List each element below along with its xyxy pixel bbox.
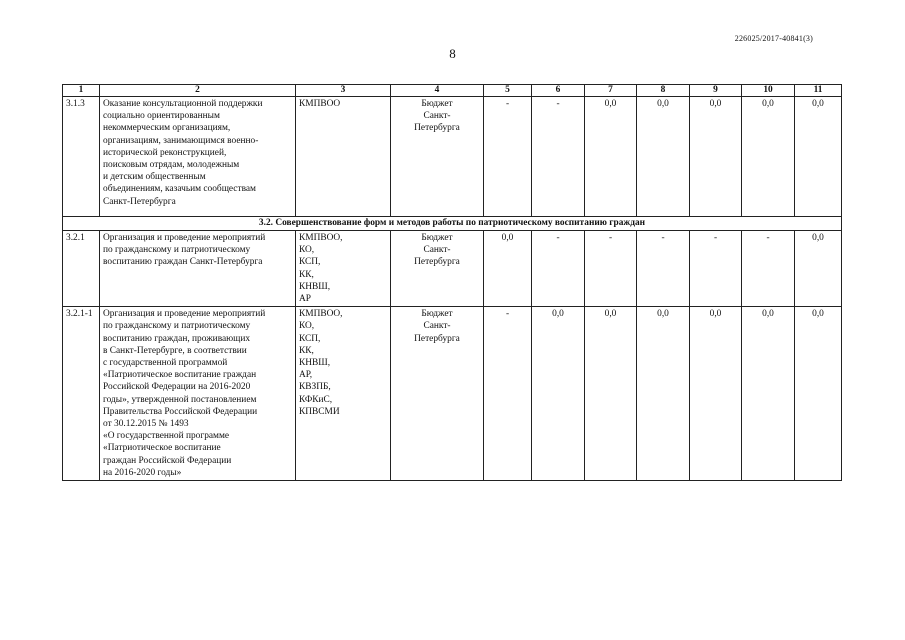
column-header: 3 <box>296 85 391 97</box>
source-line: Петербурга <box>414 123 460 134</box>
row-description <box>100 307 296 481</box>
description-line: «Патриотическое воспитание граждан <box>103 370 257 381</box>
section-row <box>63 217 842 231</box>
description-line: Организация и проведение мероприятий <box>103 309 266 320</box>
row-number: 3.2.1-1 <box>63 307 100 481</box>
executor-line: КО, <box>299 321 315 332</box>
value-cell: 0,0 <box>585 97 637 217</box>
value-cell: 0,0 <box>690 97 742 217</box>
source-line: Санкт- <box>423 321 451 332</box>
value-cell: 0,0 <box>795 307 842 481</box>
description-line: годы», утвержденной постановлением <box>103 394 257 405</box>
program-table <box>62 84 842 481</box>
column-header: 4 <box>391 85 484 97</box>
value-cell: 0,0 <box>637 97 690 217</box>
description-line: Российской Федерации на 2016-2020 <box>103 382 251 393</box>
value-cell: - <box>532 231 585 307</box>
description-line: от 30.12.2015 № 1493 <box>103 419 189 430</box>
description-line: «Патриотическое воспитание <box>103 443 221 454</box>
page-number: 8 <box>449 46 456 61</box>
description-line: «О государственной программе <box>103 431 230 442</box>
executor-line: КПВСМИ <box>299 406 340 417</box>
description-line: воспитанию граждан, проживающих <box>103 333 251 344</box>
executor-line: КМПВОО <box>299 99 341 109</box>
executor-line: КНВШ, <box>299 358 331 369</box>
description-line: организациям, занимающимся военно- <box>103 135 259 146</box>
row-funding-source <box>391 307 484 481</box>
description-line: воспитанию граждан Санкт-Петербурга <box>103 257 263 268</box>
table-row <box>63 97 842 217</box>
row-number: 3.2.1 <box>63 231 100 307</box>
description-line: на 2016-2020 годы» <box>103 467 182 478</box>
source-line: Санкт- <box>423 245 451 256</box>
column-header: 7 <box>585 85 637 97</box>
executor-line: КСП, <box>299 333 321 344</box>
value-cell: 0,0 <box>484 231 532 307</box>
value-cell: 0,0 <box>637 307 690 481</box>
executor-line: КСП, <box>299 257 321 268</box>
source-line: Петербурга <box>414 333 460 344</box>
value-cell: - <box>637 231 690 307</box>
description-line: с государственной программой <box>103 358 228 369</box>
value-cell: 0,0 <box>795 231 842 307</box>
table-row <box>63 231 842 307</box>
description-line: и детским общественным <box>103 172 206 183</box>
source-line: Санкт- <box>423 111 451 122</box>
column-header: 6 <box>532 85 585 97</box>
description-line: некоммерческим организациям, <box>103 123 231 134</box>
description-line: по гражданскому и патриотическому <box>103 321 251 332</box>
description-line: исторической реконструкцией, <box>103 147 227 158</box>
executor-line: КК, <box>299 269 314 280</box>
executor-line: КК, <box>299 345 314 356</box>
source-line: Бюджет <box>421 233 453 243</box>
executor-line: АР, <box>299 370 313 381</box>
source-line: Бюджет <box>421 309 453 320</box>
row-description <box>100 231 296 307</box>
row-executors <box>296 97 391 217</box>
row-funding-source <box>391 97 484 217</box>
column-header: 11 <box>795 85 842 97</box>
description-line: Организация и проведение мероприятий <box>103 233 266 243</box>
value-cell: 0,0 <box>532 307 585 481</box>
column-header: 1 <box>63 85 100 97</box>
value-cell: - <box>484 97 532 217</box>
executor-line: КМПВОО, <box>299 309 343 320</box>
executor-line: АР <box>299 294 311 305</box>
column-header: 9 <box>690 85 742 97</box>
description-line: социально ориентированным <box>103 111 220 122</box>
value-cell: 0,0 <box>690 307 742 481</box>
row-number: 3.1.3 <box>63 97 100 217</box>
description-line: поисковым отрядам, молодежным <box>103 160 240 171</box>
description-line: Оказание консультационной поддержки <box>103 99 263 109</box>
value-cell: - <box>484 307 532 481</box>
source-line: Петербурга <box>414 257 460 268</box>
description-line: граждан Российской Федерации <box>103 455 232 466</box>
value-cell: - <box>690 231 742 307</box>
value-cell: - <box>742 231 795 307</box>
column-header: 2 <box>100 85 296 97</box>
executor-line: КО, <box>299 245 315 256</box>
description-line: объединениям, казачьим сообществам <box>103 184 256 195</box>
executor-line: КМПВОО, <box>299 233 343 243</box>
row-funding-source <box>391 231 484 307</box>
value-cell: 0,0 <box>585 307 637 481</box>
value-cell: - <box>532 97 585 217</box>
source-line: Бюджет <box>421 99 453 109</box>
executor-line: КНВШ, <box>299 281 331 292</box>
document-id: 226025/2017-40841(3) <box>734 34 813 43</box>
description-line: Санкт-Петербурга <box>103 196 176 207</box>
description-line: по гражданскому и патриотическому <box>103 245 251 256</box>
executor-line: КВЗПБ, <box>299 382 331 393</box>
row-executors <box>296 307 391 481</box>
value-cell: 0,0 <box>742 97 795 217</box>
description-line: в Санкт-Петербурге, в соответствии <box>103 345 247 356</box>
column-header: 8 <box>637 85 690 97</box>
column-header: 10 <box>742 85 795 97</box>
column-header: 5 <box>484 85 532 97</box>
value-cell: - <box>585 231 637 307</box>
value-cell: 0,0 <box>795 97 842 217</box>
row-description <box>100 97 296 217</box>
row-executors <box>296 231 391 307</box>
table-row <box>63 307 842 481</box>
executor-line: КФКиС, <box>299 394 333 405</box>
table-header-row <box>63 85 842 97</box>
value-cell: 0,0 <box>742 307 795 481</box>
section-title: 3.2. Совершенствование форм и методов работы по патриотическому воспитанию граждан <box>63 217 842 231</box>
description-line: Правительства Российской Федерации <box>103 406 258 417</box>
